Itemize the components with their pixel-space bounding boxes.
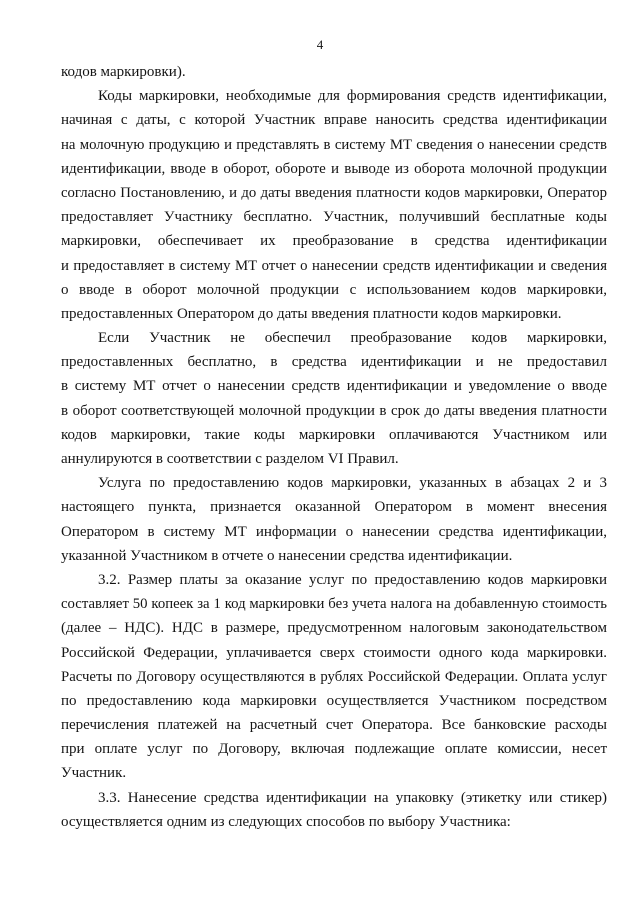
- text-line: указанной Участником в отчете о нанесении средства идентификации.: [61, 547, 513, 564]
- text-line: перечисления платежей на расчетный счет Оператора. Все банковские расходы: [61, 717, 607, 734]
- text-line: о вводе в оборот молочной продукции с использованием кодов маркировки,: [61, 281, 607, 298]
- text-line: Расчеты по Договору осуществляются в рублях Российской Федерации. Оплата услуг: [61, 668, 607, 685]
- text-line: составляет 50 копеек за 1 код маркировки без учета налога на добавленную стоимость: [61, 596, 607, 613]
- text-line: Услуга по предоставлению кодов маркировки, указанных в абзацах 2 и 3: [98, 475, 607, 492]
- document-body: [61, 60, 607, 834]
- page-number: 4: [316, 37, 324, 52]
- text-line: аннулируются в соответствии с разделом VI Правил.: [61, 451, 399, 467]
- text-line: предоставляет Участнику бесплатно. Участник, получивший бесплатные коды: [61, 209, 607, 226]
- text-line: настоящего пункта, признается оказанной Оператором в момент внесения: [61, 499, 607, 516]
- text-line: начиная с даты, с которой Участник вправе наносить средства идентификации: [61, 112, 607, 129]
- text-line: Если Участник не обеспечил преобразование кодов маркировки,: [98, 330, 607, 347]
- paragraph-clause-3-2: [61, 568, 607, 786]
- text-line: предоставленных бесплатно, в средства идентификации и не предоставил: [61, 354, 607, 371]
- text-line: Коды маркировки, необходимые для формирования средств идентификации,: [98, 88, 607, 105]
- text-line: (далее – НДС). НДС в размере, предусмотренном налоговым законодательством: [61, 620, 607, 637]
- paragraph-clause-3-3: [61, 786, 607, 834]
- text-line: Российской Федерации, уплачивается сверх стоимости одного кода маркировки.: [61, 644, 607, 661]
- text-line: кодов маркировки, такие коды маркировки оплачиваются Участником или: [61, 426, 607, 443]
- text-line: маркировки, обеспечивает их преобразование в средства идентификации: [61, 233, 607, 250]
- text-line: осуществляется одним из следующих способов по выбору Участника:: [61, 813, 511, 830]
- text-line: по предоставлению кода маркировки осуществляется Участником посредством: [61, 692, 607, 709]
- text-line: Оператором в систему МТ информации о нанесении средства идентификации,: [61, 523, 607, 540]
- text-line: на молочную продукцию и представлять в систему МТ сведения о нанесении средств: [61, 136, 607, 153]
- paragraph-free-codes: [61, 84, 607, 326]
- text-line: согласно Постановлению, и до даты введения платности кодов маркировки, Оператор: [61, 184, 607, 201]
- paragraph-continuation: [61, 60, 607, 84]
- paragraph-unconverted-codes: [61, 326, 607, 471]
- paragraph-service-rendered: [61, 471, 607, 568]
- text-line: в оборот соответствующей молочной продукции в срок до даты введения платности: [61, 402, 607, 419]
- text-line: предоставленных Оператором до даты введения платности кодов маркировки.: [61, 305, 562, 322]
- text-line: кодов маркировки).: [61, 64, 186, 80]
- text-line: 3.3. Нанесение средства идентификации на упаковку (этикетку или стикер): [98, 789, 607, 806]
- text-line: в систему МТ отчет о нанесении средств идентификации и уведомление о вводе: [61, 378, 607, 395]
- text-line: идентификации, вводе в оборот, обороте и выводе из оборота молочной продукции: [61, 160, 607, 177]
- text-line: и предоставляет в систему МТ отчет о нанесении средств идентификации и сведения: [61, 257, 607, 274]
- text-line: 3.2. Размер платы за оказание услуг по предоставлению кодов маркировки: [98, 571, 607, 588]
- text-line: при оплате услуг по Договору, включая подлежащие оплате комиссии, несет: [61, 741, 607, 758]
- text-line: Участник.: [61, 765, 127, 782]
